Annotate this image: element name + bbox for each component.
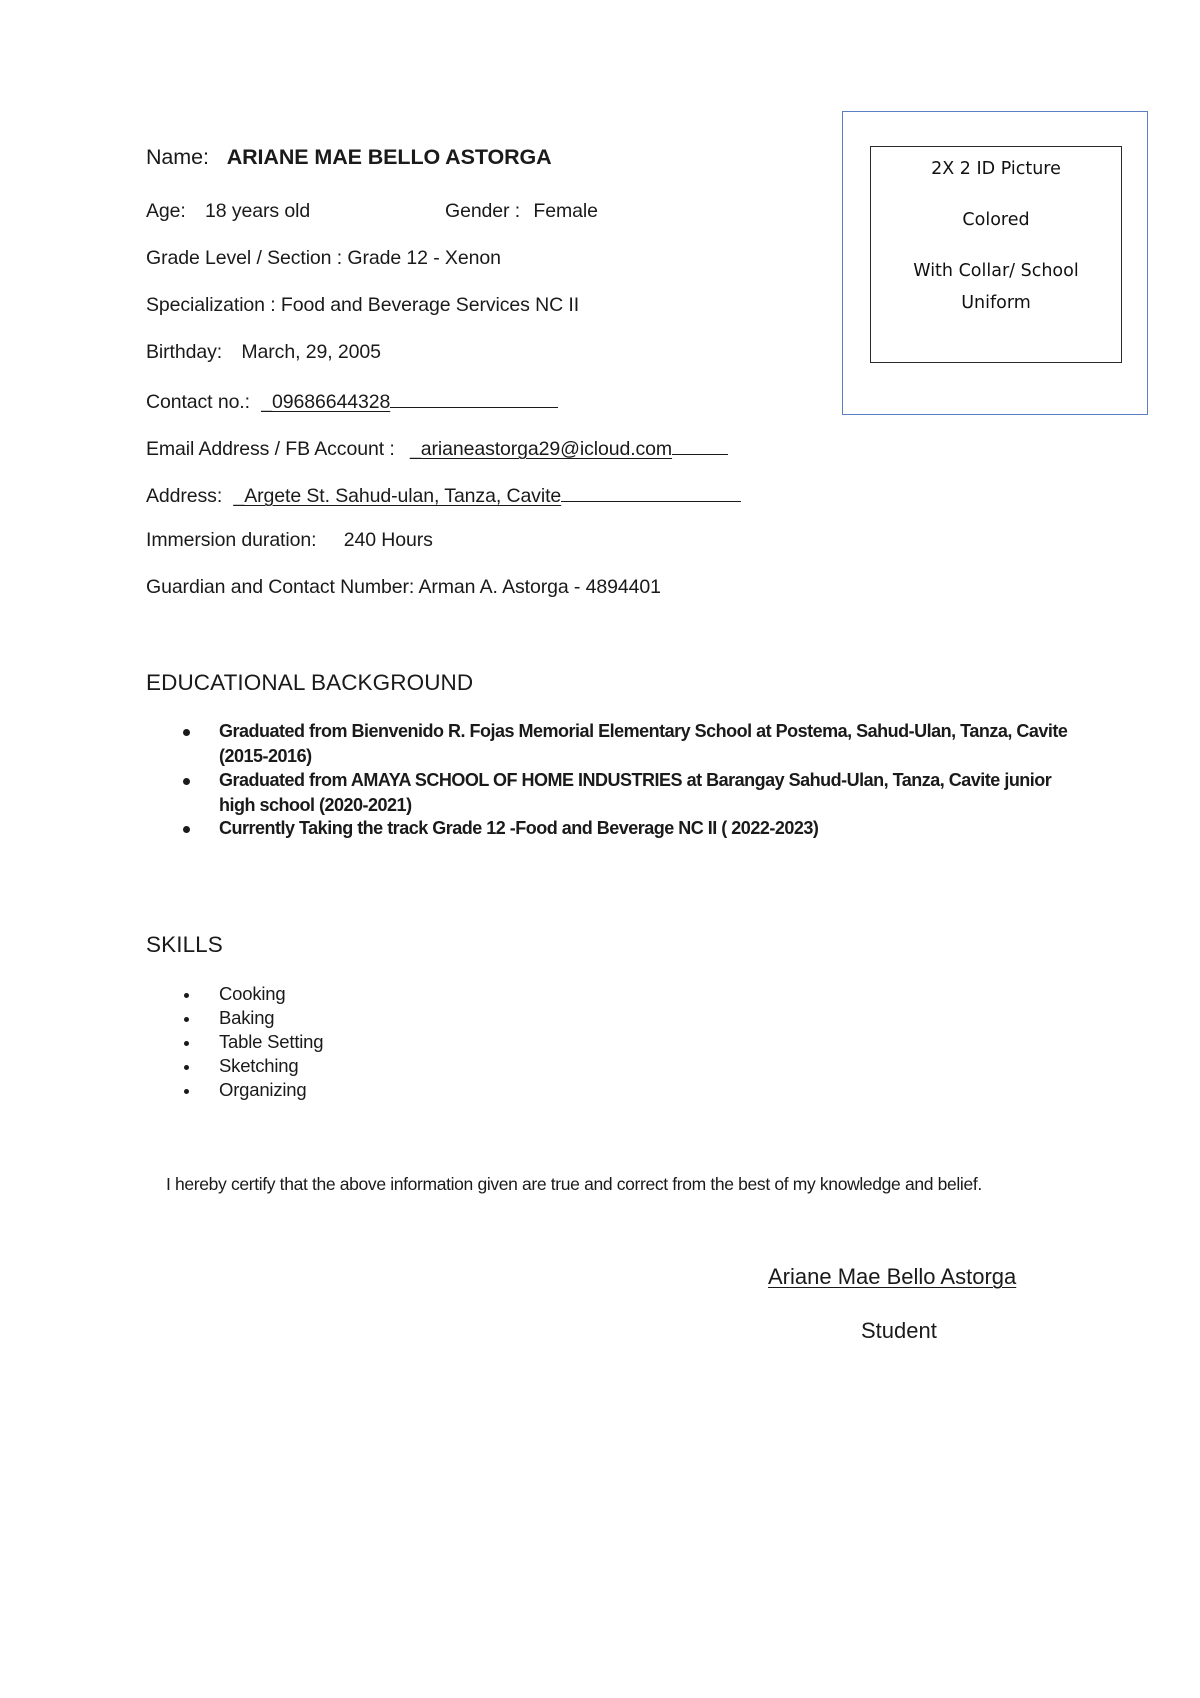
skill-item: Sketching (219, 1055, 299, 1076)
certification-statement: I hereby certify that the above information given are true and correct from the best of my knowledge and belief. (166, 1174, 982, 1194)
education-item: Graduated from AMAYA SCHOOL OF HOME INDUSTRIES at Barangay Sahud-Ulan, Tanza, Cavite junior high school (2020-2021) (219, 770, 1052, 815)
grade-value: Grade 12 - Xenon (347, 247, 501, 269)
bullet (184, 1065, 189, 1070)
age-row (146, 200, 310, 223)
email-label: Email Address / FB Account : (146, 438, 395, 460)
specialization-value: Food and Beverage Services NC II (280, 294, 580, 316)
address-blank-line (561, 482, 741, 502)
bullet (184, 993, 189, 998)
guardian-value: Arman A. Astorga - 4894401 (418, 576, 661, 598)
contact-blank-line (390, 388, 558, 408)
bullet (184, 1041, 189, 1046)
specialization-row (146, 294, 579, 317)
gender-row (445, 200, 598, 223)
immersion-label: Immersion duration: (146, 529, 317, 551)
name-label: Name: (146, 145, 209, 169)
skill-item: Table Setting (219, 1031, 324, 1052)
age-value: 18 years old (205, 200, 311, 222)
birthday-row (146, 341, 381, 364)
bullet (183, 778, 190, 785)
name-value: ARIANE MAE BELLO ASTORGA (226, 145, 552, 169)
immersion-value: 240 Hours (343, 529, 433, 551)
address-value: _Argete St. Sahud-ulan, Tanza, Cavite (233, 485, 562, 507)
birthday-label: Birthday: (146, 341, 223, 363)
immersion-row (146, 529, 433, 552)
photo-placeholder (870, 146, 1122, 363)
photo-line-3: With Collar/ School (913, 261, 1079, 281)
guardian-row (146, 576, 661, 599)
photo-line-2: Colored (962, 210, 1030, 230)
specialization-label: Specialization : (146, 294, 276, 316)
name-row (146, 145, 552, 170)
contact-label: Contact no.: (146, 391, 250, 413)
contact-value: _09686644328 (261, 391, 391, 413)
contact-row (146, 388, 558, 414)
bullet (184, 1017, 189, 1022)
photo-line-4: Uniform (961, 293, 1031, 313)
skill-item: Cooking (219, 983, 286, 1004)
address-row (146, 482, 741, 508)
education-heading: EDUCATIONAL BACKGROUND (146, 670, 474, 695)
education-item: Graduated from Bienvenido R. Fojas Memorial Elementary School at Postema, Sahud-Ulan, Tanza, Cavite (2015-2016) (219, 721, 1068, 766)
bullet (183, 826, 190, 833)
signature-name: Ariane Mae Bello Astorga (768, 1264, 1017, 1289)
skills-heading: SKILLS (146, 932, 223, 957)
grade-row (146, 247, 501, 270)
email-value: _arianeastorga29@icloud.com (409, 438, 673, 460)
address-label: Address: (146, 485, 223, 507)
email-row (146, 435, 728, 461)
skill-item: Baking (219, 1007, 275, 1028)
grade-label: Grade Level / Section : (146, 247, 343, 269)
age-label: Age: (146, 200, 186, 222)
photo-line-1: 2X 2 ID Picture (931, 159, 1061, 179)
bullet (184, 1089, 189, 1094)
birthday-value: March, 29, 2005 (241, 341, 381, 363)
education-item: Currently Taking the track Grade 12 -Food and Beverage NC II ( 2022-2023) (219, 818, 819, 838)
gender-label: Gender : (445, 200, 521, 222)
gender-value: Female (533, 200, 598, 222)
signature-title: Student (861, 1318, 937, 1343)
skill-item: Organizing (219, 1079, 307, 1100)
email-blank-line (672, 435, 728, 455)
guardian-label: Guardian and Contact Number: (146, 576, 415, 598)
bullet (183, 729, 190, 736)
